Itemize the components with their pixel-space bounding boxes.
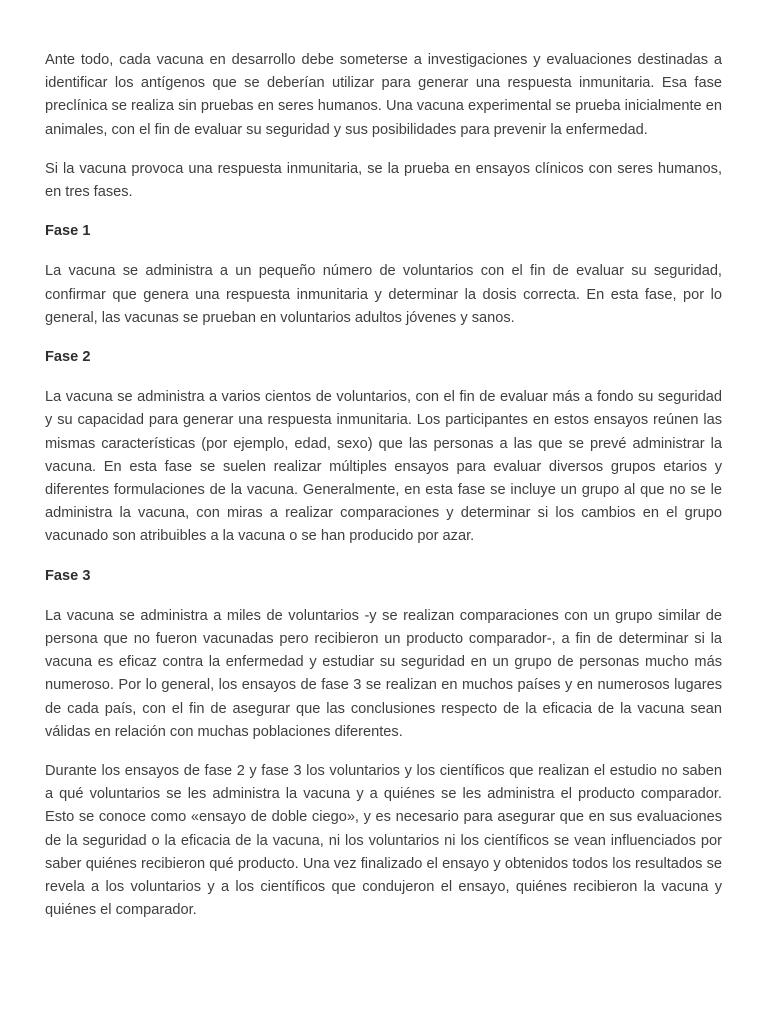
phase-1-paragraph: La vacuna se administra a un pequeño número de voluntarios con el fin de evaluar su seguridad, confirmar que genera una respuesta inmunitaria y determinar la dosis correcta. En esta fase, por lo general, las vacunas se prueban en voluntarios adultos jóvenes y sanos.	[45, 263, 722, 326]
phase-1-heading: Fase 1	[45, 223, 91, 240]
phase-2-heading: Fase 2	[45, 349, 91, 366]
intro-paragraph-1: Ante todo, cada vacuna en desarrollo debe someterse a investigaciones y evaluaciones destinadas a identificar los antígenos que se deberían utilizar para generar una respuesta inmunitaria. Esa fase preclínica se realiza sin pruebas en seres humanos. Una vacuna experimental se prueba inicialmente en animales, con el fin de evaluar su seguridad y sus posibilidades para prevenir la enfermedad.	[45, 52, 722, 138]
phase-3-heading: Fase 3	[45, 567, 91, 584]
document-body	[45, 49, 722, 939]
phase-2-paragraph: La vacuna se administra a varios cientos de voluntarios, con el fin de evaluar más a fondo su seguridad y su capacidad para generar una respuesta inmunitaria. Los participantes en estos ensayos reúnen las mismas características (por ejemplo, edad, sexo) que las personas a las que se prevé administrar la vacuna. En esta fase se suelen realizar múltiples ensayos para evaluar diversos grupos etarios y diferentes formulaciones de la vacuna. Generalmente, en esta fase se incluye un grupo al que no se le administra la vacuna, con miras a realizar comparaciones y determinar si los cambios en el grupo vacunado son atribuibles a la vacuna o se han producido por azar.	[45, 389, 722, 545]
intro-paragraph-2: Si la vacuna provoca una respuesta inmunitaria, se la prueba en ensayos clínicos con seres humanos, en tres fases.	[45, 160, 722, 201]
closing-paragraph: Durante los ensayos de fase 2 y fase 3 los voluntarios y los científicos que realizan el estudio no saben a qué voluntarios se les administra la vacuna y a quiénes se les administra el producto comparador. Esto se conoce como «ensayo de doble ciego», y es necesario para asegurar que en sus evaluaciones de la seguridad o la eficacia de la vacuna, ni los voluntarios ni los científicos se vean influenciados por saber quiénes recibieron qué producto. Una vez finalizado el ensayo y obtenidos todos los resultados se revela a los voluntarios y a los científicos que condujeron el ensayo, quiénes recibieron la vacuna y quiénes el comparador.	[45, 763, 722, 919]
phase-3-paragraph: La vacuna se administra a miles de voluntarios -y se realizan comparaciones con un grupo similar de persona que no fueron vacunadas pero recibieron un producto comparador-, a fin de determinar si la vacuna es eficaz contra la enfermedad y estudiar su seguridad en un grupo de personas mucho más numeroso. Por lo general, los ensayos de fase 3 se realizan en muchos países y en numerosos lugares de cada país, con el fin de asegurar que las conclusiones respecto de la eficacia de la vacuna sean válidas en relación con muchas poblaciones diferentes.	[45, 607, 722, 740]
